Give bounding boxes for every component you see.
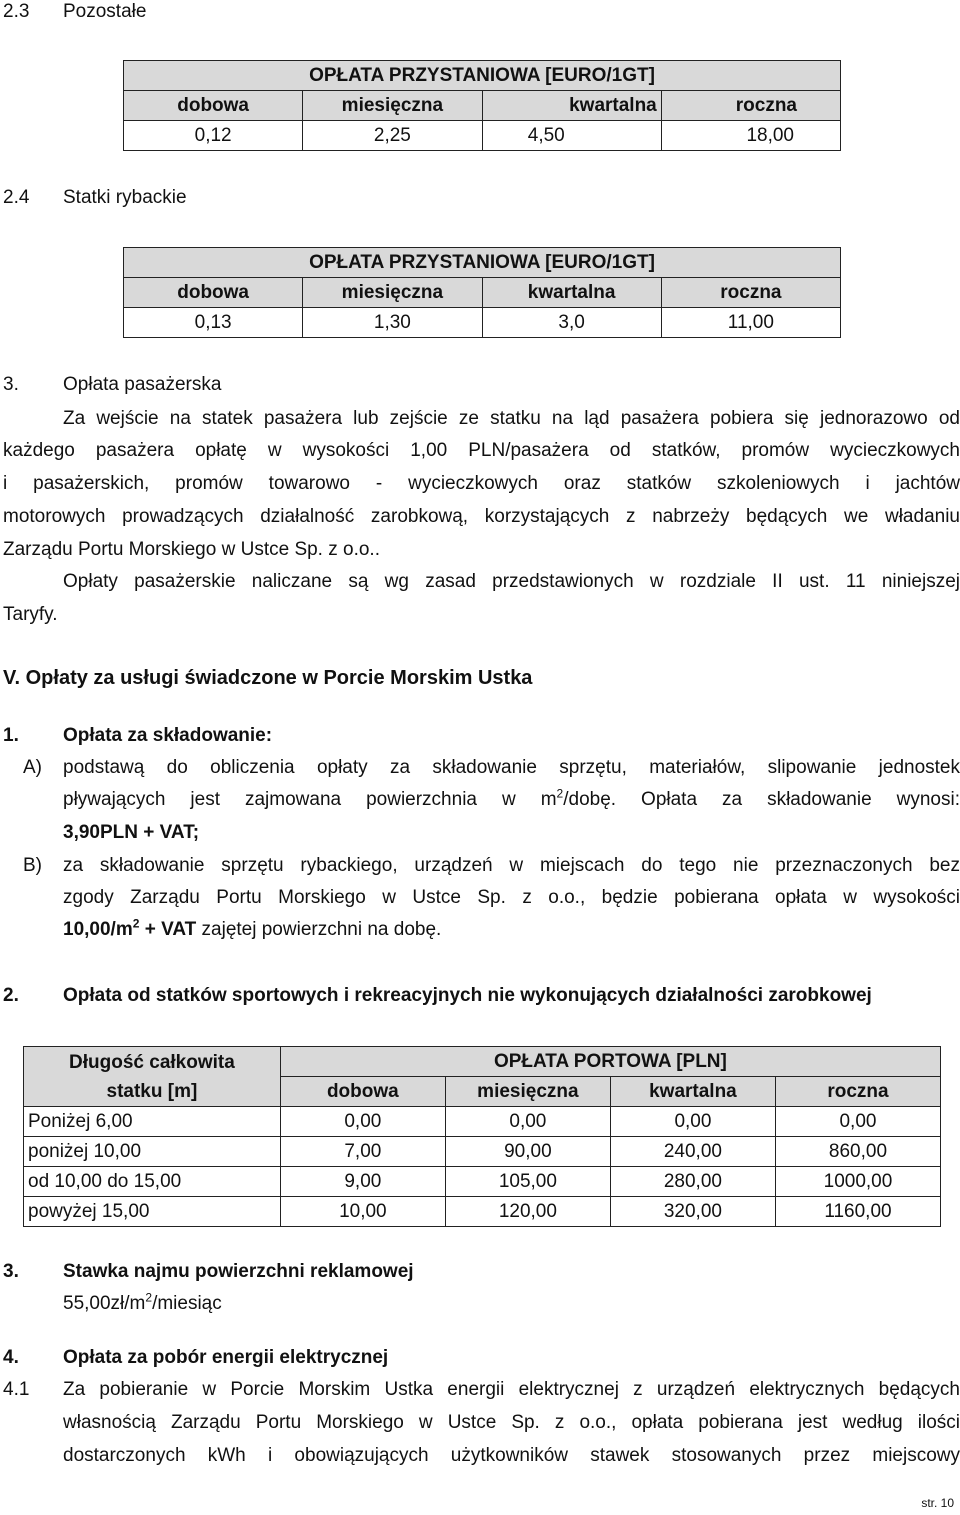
table-row <box>24 1137 941 1167</box>
table-cell: powyżej 15,00 <box>24 1197 281 1227</box>
fee-value: 3,90PLN + VAT; <box>63 822 200 843</box>
table-cell: 0,13 <box>124 308 303 338</box>
table-cell: 7,00 <box>280 1137 445 1167</box>
column-header: miesięczna <box>303 91 482 121</box>
table-cell: 10,00 <box>280 1197 445 1227</box>
paragraph-line: Opłaty pasażerskie naliczane są wg zasad przedstawionych w rozdziale II ust. 11 niniejszej <box>63 571 960 592</box>
table-cell: 2,25 <box>303 121 482 151</box>
table-header: OPŁATA PRZYSTANIOWA [EURO/1GT] <box>124 61 841 91</box>
superscript: 2 <box>556 786 564 801</box>
column-header: kwartalna <box>482 91 661 121</box>
rate-value <box>63 1290 222 1314</box>
text-fragment: 55,00zł/m <box>63 1293 146 1314</box>
table-cell: 320,00 <box>610 1197 775 1227</box>
table-cell: 0,00 <box>445 1107 610 1137</box>
mooring-fee-table-fishing <box>123 247 841 338</box>
row-header-cell <box>24 1047 281 1107</box>
paragraph-line: i pasażerskich, promów towarowo - wycieczkowych oraz statków szkoleniowych i jachtów <box>3 473 960 494</box>
table-cell: 240,00 <box>610 1137 775 1167</box>
table-cell: 0,00 <box>280 1107 445 1137</box>
column-header: dobowa <box>124 278 303 308</box>
chapter-heading: V. Opłaty za usługi świadczone w Porcie Morskim Ustka <box>3 667 533 689</box>
table-cell: 0,00 <box>610 1107 775 1137</box>
table-cell: 0,00 <box>775 1107 940 1137</box>
table-cell: 3,0 <box>482 308 661 338</box>
table-header: OPŁATA PRZYSTANIOWA [EURO/1GT] <box>124 248 841 278</box>
table-cell: 4,50 <box>482 121 661 151</box>
table-cell: 1160,00 <box>775 1197 940 1227</box>
section-title: Opłata pasażerska <box>63 374 222 395</box>
table-cell: 1000,00 <box>775 1167 940 1197</box>
table-row <box>24 1167 941 1197</box>
paragraph-line: dostarczonych kWh i obowiązujących użytkowników stawek stosowanych przez miejscowy <box>63 1445 960 1466</box>
section-number: 2.3 <box>3 1 30 22</box>
paragraph-line: motorowych prowadzących działalność zarobkową, korzystających z nabrzeży będących we władaniu <box>3 506 960 527</box>
list-marker: B) <box>23 855 42 876</box>
section-number: 2. <box>3 985 19 1006</box>
table-row <box>24 1107 941 1137</box>
column-header: kwartalna <box>482 278 661 308</box>
subsection-number: 4.1 <box>3 1379 30 1400</box>
fee-value: 10,00/m <box>63 919 133 940</box>
section-number: 4. <box>3 1347 19 1368</box>
table-cell: 280,00 <box>610 1167 775 1197</box>
column-header: dobowa <box>124 91 303 121</box>
table-cell: 120,00 <box>445 1197 610 1227</box>
table-cell: poniżej 10,00 <box>24 1137 281 1167</box>
row-header-label: statku [m] <box>106 1080 198 1102</box>
section-title: Pozostałe <box>63 1 147 22</box>
table-cell: 860,00 <box>775 1137 940 1167</box>
mooring-fee-table-other <box>123 60 841 151</box>
section-number: 3. <box>3 1261 19 1282</box>
paragraph-line: własnością Zarządu Portu Morskiego w Ustce Sp. z o.o., opłata pobierana jest według ilości <box>63 1412 960 1433</box>
table-cell: 90,00 <box>445 1137 610 1167</box>
column-header: roczna <box>661 278 840 308</box>
table-cell: 18,00 <box>661 121 840 151</box>
section-title: Opłata za pobór energii elektrycznej <box>63 1347 389 1368</box>
paragraph-line: każdego pasażera opłatę w wysokości 1,00 PLN/pasażera od statków, promów wycieczkowych <box>3 440 960 461</box>
text-fragment: /dobę. Opłata za składowanie wynosi: <box>563 789 960 810</box>
text-fragment: pływających jest zajmowana powierzchnia w m <box>63 789 557 810</box>
section-title: Opłata za składowanie: <box>63 725 273 746</box>
table-cell: od 10,00 do 15,00 <box>24 1167 281 1197</box>
column-header: miesięczna <box>445 1077 610 1107</box>
table-cell: Poniżej 6,00 <box>24 1107 281 1137</box>
section-title: Statki rybackie <box>63 187 187 208</box>
paragraph-line: podstawą do obliczenia opłaty za składowanie sprzętu, materiałów, slipowanie jednostek <box>63 757 960 778</box>
section-number: 1. <box>3 725 19 746</box>
paragraph-line: za składowanie sprzętu rybackiego, urządzeń w miejscach do tego nie przeznaczonych bez <box>63 855 960 876</box>
port-fee-table <box>23 1046 941 1227</box>
fee-value: + VAT <box>139 919 197 940</box>
table-header: OPŁATA PORTOWA [PLN] <box>280 1047 940 1077</box>
table-row <box>24 1197 941 1227</box>
text-fragment: zajętej powierzchni na dobę. <box>196 919 442 940</box>
paragraph-line: Zarządu Portu Morskiego w Ustce Sp. z o.o.. <box>3 539 380 560</box>
table-cell: 11,00 <box>661 308 840 338</box>
table-cell: 1,30 <box>303 308 482 338</box>
paragraph-line: Za pobieranie w Porcie Morskim Ustka energii elektrycznej z urządzeń elektrycznych będących <box>63 1379 960 1400</box>
section-number: 2.4 <box>3 187 30 208</box>
page-number: str. 10 <box>921 1496 954 1510</box>
column-header: roczna <box>775 1077 940 1107</box>
column-header: miesięczna <box>303 278 482 308</box>
superscript: 2 <box>132 916 140 931</box>
column-header: roczna <box>661 91 840 121</box>
section-title: Stawka najmu powierzchni reklamowej <box>63 1261 414 1282</box>
table-cell: 0,12 <box>124 121 303 151</box>
list-marker: A) <box>23 757 42 778</box>
paragraph-line: Taryfy. <box>3 604 58 625</box>
column-header: kwartalna <box>610 1077 775 1107</box>
column-header: dobowa <box>280 1077 445 1107</box>
section-number: 3. <box>3 374 19 395</box>
row-header-label: Długość całkowita <box>69 1051 235 1073</box>
table-cell: 105,00 <box>445 1167 610 1197</box>
paragraph-line: zgody Zarządu Portu Morskiego w Ustce Sp. z o.o., będzie pobierana opłata w wysokości <box>63 887 960 908</box>
paragraph-line <box>63 786 960 810</box>
table-cell: 9,00 <box>280 1167 445 1197</box>
section-title: Opłata od statków sportowych i rekreacyjnych nie wykonujących działalności zarobkowej <box>63 985 872 1006</box>
superscript: 2 <box>145 1290 153 1305</box>
paragraph-line: Za wejście na statek pasażera lub zejście ze statku na ląd pasażera pobiera się jednorazowo od <box>63 408 960 429</box>
paragraph-line <box>63 916 442 940</box>
text-fragment: /miesiąc <box>152 1293 222 1314</box>
